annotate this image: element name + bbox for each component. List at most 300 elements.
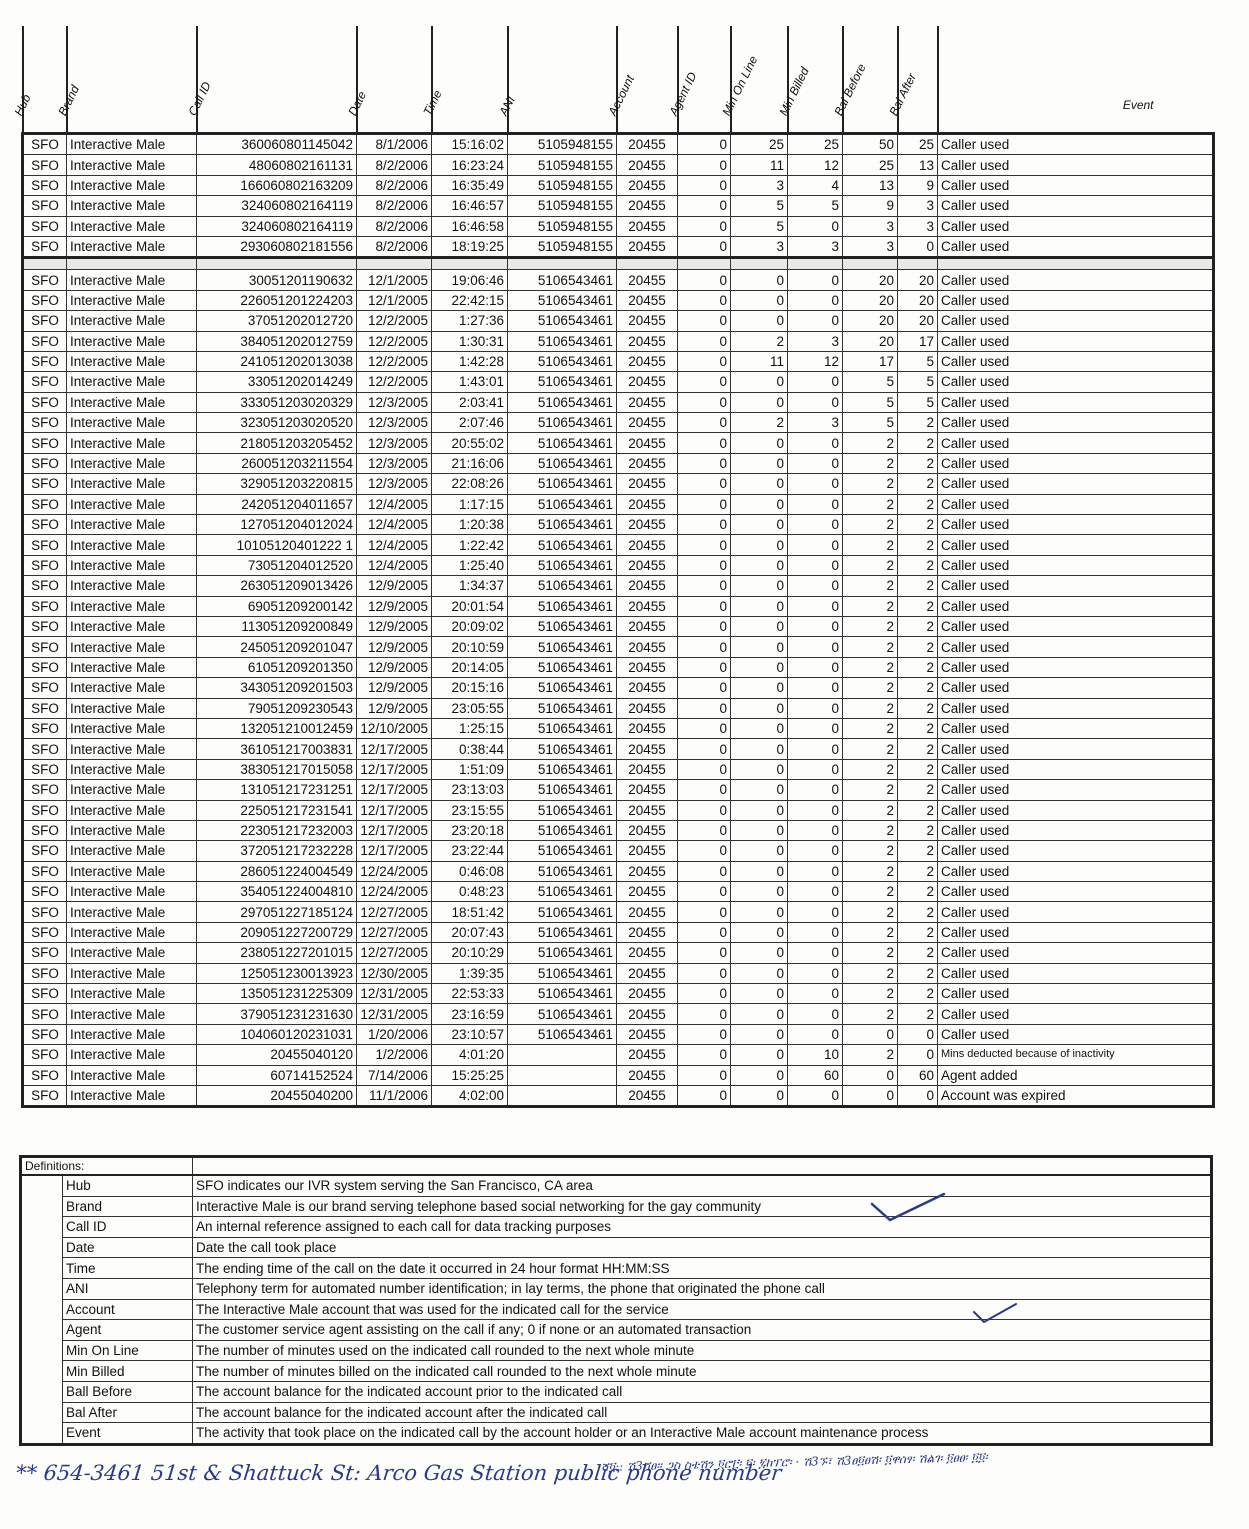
table-cell: 2 [731, 413, 788, 433]
table-cell: 0 [731, 372, 788, 392]
column-header-label: Date [344, 89, 369, 118]
table-row [23, 739, 1214, 759]
table-cell: 20:10:59 [432, 637, 508, 657]
table-cell: Caller used [938, 453, 1214, 473]
table-cell: 20455 [617, 433, 678, 453]
definition-term: ANI [63, 1278, 193, 1299]
table-cell: 2 [898, 413, 938, 433]
table-row [23, 800, 1214, 820]
table-cell: 324060802164119 [197, 196, 357, 216]
definition-term: Time [63, 1258, 193, 1279]
table-cell: 1:34:37 [432, 576, 508, 596]
table-cell: 12/2/2005 [357, 372, 432, 392]
table-cell: 5106543461 [508, 555, 617, 575]
table-cell: SFO [23, 155, 67, 175]
definition-indent [21, 1258, 63, 1279]
column-header [830, 26, 898, 134]
table-cell: 2 [843, 535, 898, 555]
table-cell: Interactive Male [67, 820, 197, 840]
table-cell: 22:42:15 [432, 290, 508, 310]
table-row [23, 963, 1214, 983]
table-cell: 0 [731, 596, 788, 616]
table-cell: 20455 [617, 1085, 678, 1106]
table-cell: 0 [788, 1085, 843, 1106]
table-cell: SFO [23, 392, 67, 412]
table-cell: 2 [898, 616, 938, 636]
table-row [23, 882, 1214, 902]
table-cell: Caller used [938, 175, 1214, 195]
table-cell: 2 [898, 922, 938, 942]
column-header [665, 26, 731, 134]
table-cell: 0 [731, 474, 788, 494]
table-cell: SFO [23, 637, 67, 657]
definition-text: The account balance for the indicated account prior to the indicated call [193, 1381, 1212, 1402]
table-cell: 20455 [617, 657, 678, 677]
table-cell: 25 [843, 155, 898, 175]
table-cell: 0 [788, 861, 843, 881]
table-row [23, 196, 1214, 216]
table-cell: Interactive Male [67, 922, 197, 942]
table-cell: 2 [843, 841, 898, 861]
table-cell: Caller used [938, 739, 1214, 759]
table-cell: 0 [678, 413, 731, 433]
table-row [23, 236, 1214, 257]
table-cell: 12/24/2005 [357, 861, 432, 881]
table-cell: 0 [788, 311, 843, 331]
table-cell: 5106543461 [508, 290, 617, 310]
table-cell: 0 [898, 1024, 938, 1044]
table-cell: 0 [678, 698, 731, 718]
table-cell: 5106543461 [508, 596, 617, 616]
table-cell: 5106543461 [508, 535, 617, 555]
table-cell: 0 [788, 657, 843, 677]
table-cell: Caller used [938, 474, 1214, 494]
table-cell: 20455 [617, 453, 678, 473]
table-cell: 131051217231251 [197, 780, 357, 800]
table-cell: 13 [898, 155, 938, 175]
separator-cell [678, 258, 731, 270]
table-cell: SFO [23, 515, 67, 535]
table-cell: 127051204012024 [197, 515, 357, 535]
table-cell: 0 [678, 902, 731, 922]
handwritten-note-tail: ሻ፬:: ሽ3ሻፀ፡፡ ጋስ ስቴሽን ፬ሮ፫፡ ፬፡ ፯ከፕሮ፡ · ሽ3ኙ፣ ሽ3ፀ፬ፀሽ፡ ፬ዋሰፃ፡ ሽልገ፡ ፬ፀፀ፡ ፬፬፡ [600, 1449, 988, 1475]
table-cell: 20455 [617, 175, 678, 195]
table-cell: 20:09:02 [432, 616, 508, 636]
table-cell: 12/9/2005 [357, 678, 432, 698]
table-cell: 20455040200 [197, 1085, 357, 1106]
table-cell: Interactive Male [67, 1004, 197, 1024]
definition-indent [21, 1175, 63, 1196]
table-cell: 113051209200849 [197, 616, 357, 636]
table-cell: 241051202013038 [197, 351, 357, 371]
table-cell: 0 [678, 576, 731, 596]
table-cell: 333051203020329 [197, 392, 357, 412]
column-header-label: Time [419, 87, 445, 118]
table-cell: 2 [898, 555, 938, 575]
table-cell: 4 [788, 175, 843, 195]
table-cell: 12/1/2005 [357, 270, 432, 290]
table-cell: 20455 [617, 270, 678, 290]
table-cell: 20 [898, 270, 938, 290]
table-cell: 2 [843, 902, 898, 922]
separator-cell [197, 258, 357, 270]
table-row [23, 474, 1214, 494]
separator-cell [67, 258, 197, 270]
table-cell: 5106543461 [508, 963, 617, 983]
table-row [23, 698, 1214, 718]
table-cell: 0 [731, 637, 788, 657]
table-cell: 5106543461 [508, 759, 617, 779]
table-cell: 0 [788, 943, 843, 963]
table-cell: 2 [898, 718, 938, 738]
definition-term: Event [63, 1423, 193, 1445]
table-cell: 0 [678, 175, 731, 195]
table-cell: 5106543461 [508, 616, 617, 636]
definition-row [21, 1175, 1212, 1196]
table-cell: 7/14/2006 [357, 1065, 432, 1085]
table-cell: 20455 [617, 331, 678, 351]
table-cell: 2 [898, 596, 938, 616]
table-cell: 20:01:54 [432, 596, 508, 616]
table-cell: 20455 [617, 616, 678, 636]
table-cell: 20455 [617, 739, 678, 759]
table-cell: 5106543461 [508, 576, 617, 596]
table-cell: Caller used [938, 311, 1214, 331]
table-cell: 2 [843, 555, 898, 575]
table-cell: 5 [898, 392, 938, 412]
table-cell: Caller used [938, 780, 1214, 800]
table-cell: Interactive Male [67, 861, 197, 881]
column-header [419, 26, 508, 134]
table-cell: 20455 [617, 963, 678, 983]
definition-text: The account balance for the indicated account after the indicated call [193, 1402, 1212, 1423]
table-cell: 61051209201350 [197, 657, 357, 677]
table-cell: 0 [731, 943, 788, 963]
table-cell: 0 [788, 216, 843, 236]
table-cell: 225051217231541 [197, 800, 357, 820]
table-cell: Interactive Male [67, 535, 197, 555]
table-cell: 0 [788, 678, 843, 698]
table-cell: 0 [731, 311, 788, 331]
table-cell: SFO [23, 311, 67, 331]
table-cell: 2 [843, 576, 898, 596]
table-cell: 5 [898, 351, 938, 371]
separator-cell [731, 258, 788, 270]
table-cell: 5 [843, 413, 898, 433]
definitions-title-blank [193, 1157, 1212, 1176]
table-cell: 20455 [617, 134, 678, 155]
table-cell: 12 [788, 351, 843, 371]
table-cell: Caller used [938, 331, 1214, 351]
table-cell: 5106543461 [508, 902, 617, 922]
table-cell: Caller used [938, 902, 1214, 922]
call-log-table [10, 26, 1212, 1134]
definition-indent [21, 1278, 63, 1299]
table-cell: 2 [898, 698, 938, 718]
table-cell: 2 [843, 637, 898, 657]
definition-text: The customer service agent assisting on the call if any; 0 if none or an automated transaction [193, 1320, 1212, 1341]
table-cell: Interactive Male [67, 576, 197, 596]
table-cell: 12/4/2005 [357, 555, 432, 575]
table-cell: 23:22:44 [432, 841, 508, 861]
table-cell: 0 [678, 1065, 731, 1085]
table-cell: 20 [898, 311, 938, 331]
table-cell: 0 [678, 351, 731, 371]
table-cell: Caller used [938, 433, 1214, 453]
table-cell: 1:42:28 [432, 351, 508, 371]
table-cell: SFO [23, 963, 67, 983]
table-cell: 238051227201015 [197, 943, 357, 963]
table-cell: 9 [898, 175, 938, 195]
table-cell: 3 [898, 216, 938, 236]
table-cell: 12/27/2005 [357, 922, 432, 942]
table-cell: 0 [788, 922, 843, 942]
table-cell: 5106543461 [508, 698, 617, 718]
table-cell: 2 [843, 922, 898, 942]
table-cell: 30051201190632 [197, 270, 357, 290]
table-cell: Caller used [938, 270, 1214, 290]
table-cell: 0 [898, 1085, 938, 1106]
table-cell: 3 [898, 196, 938, 216]
table-row [23, 841, 1214, 861]
table-cell: 1:25:40 [432, 555, 508, 575]
table-cell: 0 [788, 800, 843, 820]
table-cell: 5105948155 [508, 196, 617, 216]
definition-text: The Interactive Male account that was used for the indicated call for the service [193, 1299, 1212, 1320]
table-cell: 2 [731, 331, 788, 351]
table-cell: 0 [731, 800, 788, 820]
table-cell: 2 [843, 616, 898, 636]
column-header [775, 26, 843, 134]
table-cell: 0 [678, 759, 731, 779]
table-cell: 5106543461 [508, 413, 617, 433]
table-cell: 329051203220815 [197, 474, 357, 494]
table-cell: 2 [898, 637, 938, 657]
table-cell: 1:30:31 [432, 331, 508, 351]
table-row [23, 922, 1214, 942]
definition-row [21, 1278, 1212, 1299]
table-cell: 60 [898, 1065, 938, 1085]
table-cell: 0 [788, 596, 843, 616]
column-header-label: Min Billed [775, 65, 812, 118]
table-cell: 0 [678, 637, 731, 657]
table-cell: 5106543461 [508, 841, 617, 861]
table-cell: 0 [678, 718, 731, 738]
table-cell: 5106543461 [508, 718, 617, 738]
table-cell: 20455 [617, 718, 678, 738]
table-cell: 0 [731, 576, 788, 596]
table-cell: 1:39:35 [432, 963, 508, 983]
table-cell: 12/3/2005 [357, 413, 432, 433]
table-cell: 20455 [617, 196, 678, 216]
table-cell: 0 [678, 800, 731, 820]
table-cell: 354051224004810 [197, 882, 357, 902]
table-cell: 20455 [617, 216, 678, 236]
definition-term: Brand [63, 1196, 193, 1217]
table-cell: 2 [843, 657, 898, 677]
table-cell: 23:20:18 [432, 820, 508, 840]
table-cell: Caller used [938, 413, 1214, 433]
table-cell: SFO [23, 759, 67, 779]
separator-cell [898, 258, 938, 270]
table-cell: Interactive Male [67, 1065, 197, 1085]
table-cell: SFO [23, 351, 67, 371]
table-cell: 0 [678, 535, 731, 555]
table-cell: 0 [788, 759, 843, 779]
definition-text: The number of minutes used on the indicated call rounded to the next whole minute [193, 1340, 1212, 1361]
table-cell: 360060801145042 [197, 134, 357, 155]
table-cell: 8/2/2006 [357, 216, 432, 236]
table-row [23, 820, 1214, 840]
table-cell: 0 [788, 453, 843, 473]
table-cell: SFO [23, 196, 67, 216]
table-cell: 0 [678, 453, 731, 473]
table-cell: 12/4/2005 [357, 494, 432, 514]
table-cell: 5106543461 [508, 351, 617, 371]
table-cell: Interactive Male [67, 882, 197, 902]
table-cell: 3 [843, 216, 898, 236]
table-cell: 20455 [617, 311, 678, 331]
table-cell: 383051217015058 [197, 759, 357, 779]
table-cell: 12/31/2005 [357, 984, 432, 1004]
table-cell: 23:15:55 [432, 800, 508, 820]
column-header-label: Agent ID [665, 69, 699, 118]
table-cell: Caller used [938, 1024, 1214, 1044]
table-row [23, 943, 1214, 963]
table-cell: Interactive Male [67, 175, 197, 195]
table-cell: Interactive Male [67, 474, 197, 494]
table-cell: 12/9/2005 [357, 637, 432, 657]
table-cell: SFO [23, 1004, 67, 1024]
table-row [23, 1085, 1214, 1106]
table-cell: 20 [843, 290, 898, 310]
table-cell: 2 [898, 453, 938, 473]
table-cell: 5106543461 [508, 984, 617, 1004]
table-cell: SFO [23, 474, 67, 494]
table-cell: 8/2/2006 [357, 175, 432, 195]
table-cell: SFO [23, 902, 67, 922]
table-cell: 0 [678, 331, 731, 351]
table-cell: 0 [678, 861, 731, 881]
table-cell: 17 [898, 331, 938, 351]
table-cell: 23:13:03 [432, 780, 508, 800]
table-cell: 0 [788, 494, 843, 514]
table-cell: 33051202014249 [197, 372, 357, 392]
table-cell: 5106543461 [508, 882, 617, 902]
table-cell: 12/17/2005 [357, 739, 432, 759]
table-cell: 2 [898, 1004, 938, 1024]
table-cell: Interactive Male [67, 290, 197, 310]
table-cell: 23:16:59 [432, 1004, 508, 1024]
table-row [23, 780, 1214, 800]
table-cell: 5106543461 [508, 637, 617, 657]
table-cell: Interactive Male [67, 331, 197, 351]
table-cell: 2 [843, 984, 898, 1004]
table-cell: Interactive Male [67, 943, 197, 963]
table-cell: 2 [898, 678, 938, 698]
table-cell: 0 [678, 678, 731, 698]
table-row [23, 1045, 1214, 1065]
table-cell: 0 [678, 433, 731, 453]
table-cell: 20455 [617, 882, 678, 902]
table-cell: 16:46:57 [432, 196, 508, 216]
table-cell: 379051231231630 [197, 1004, 357, 1024]
table-cell: 12/2/2005 [357, 311, 432, 331]
table-cell: Interactive Male [67, 372, 197, 392]
table-cell: 5106543461 [508, 922, 617, 942]
table-row [23, 453, 1214, 473]
table-row [23, 902, 1214, 922]
table-cell: Caller used [938, 196, 1214, 216]
table-cell: Interactive Male [67, 698, 197, 718]
table-cell: 20 [843, 270, 898, 290]
table-cell: Caller used [938, 861, 1214, 881]
table-cell: 0 [678, 216, 731, 236]
table-cell: 0 [731, 759, 788, 779]
table-cell: Caller used [938, 943, 1214, 963]
table-row [23, 596, 1214, 616]
table-cell: 5106543461 [508, 515, 617, 535]
table-cell: 0 [788, 270, 843, 290]
table-cell: 20455 [617, 535, 678, 555]
table-cell: Caller used [938, 759, 1214, 779]
table-cell: 1:43:01 [432, 372, 508, 392]
column-header [604, 26, 678, 134]
separator-cell [938, 258, 1214, 270]
table-cell: Interactive Male [67, 963, 197, 983]
table-cell [508, 1085, 617, 1106]
table-cell: 0 [678, 155, 731, 175]
table-cell: 20455 [617, 494, 678, 514]
table-cell: 20455 [617, 698, 678, 718]
table-cell: 12/31/2005 [357, 1004, 432, 1024]
table-cell: 0 [678, 616, 731, 636]
table-cell: Caller used [938, 678, 1214, 698]
table-cell: 263051209013426 [197, 576, 357, 596]
table-cell: Interactive Male [67, 1045, 197, 1065]
table-cell: SFO [23, 175, 67, 195]
separator-cell [617, 258, 678, 270]
definition-term: Hub [63, 1175, 193, 1196]
column-header-label: Brand [54, 83, 82, 118]
table-cell: 218051203205452 [197, 433, 357, 453]
table-cell: Interactive Male [67, 739, 197, 759]
column-header [938, 26, 1214, 134]
table-cell: 13 [843, 175, 898, 195]
table-cell: Interactive Male [67, 984, 197, 1004]
table-cell: 20455 [617, 576, 678, 596]
table-row [23, 270, 1214, 290]
definition-term: Ball Before [63, 1381, 193, 1402]
column-header [495, 26, 617, 134]
table-cell: 0 [788, 555, 843, 575]
table-cell: 5106543461 [508, 453, 617, 473]
column-header-label: Hub [10, 92, 34, 118]
table-cell: 5106543461 [508, 270, 617, 290]
table-cell: 37051202012720 [197, 311, 357, 331]
table-cell: 0 [788, 739, 843, 759]
definition-text: The activity that took place on the indicated call by the account holder or an Interactive Male account maintenance process [193, 1423, 1212, 1445]
table-cell: 20 [843, 331, 898, 351]
table-cell: 0 [843, 1065, 898, 1085]
table-cell: 2 [843, 515, 898, 535]
table-cell: 20:55:02 [432, 433, 508, 453]
table-cell: 0 [788, 698, 843, 718]
table-cell: 2 [898, 963, 938, 983]
table-cell: 2 [898, 657, 938, 677]
table-cell: 0 [788, 515, 843, 535]
table-cell: 0 [678, 474, 731, 494]
